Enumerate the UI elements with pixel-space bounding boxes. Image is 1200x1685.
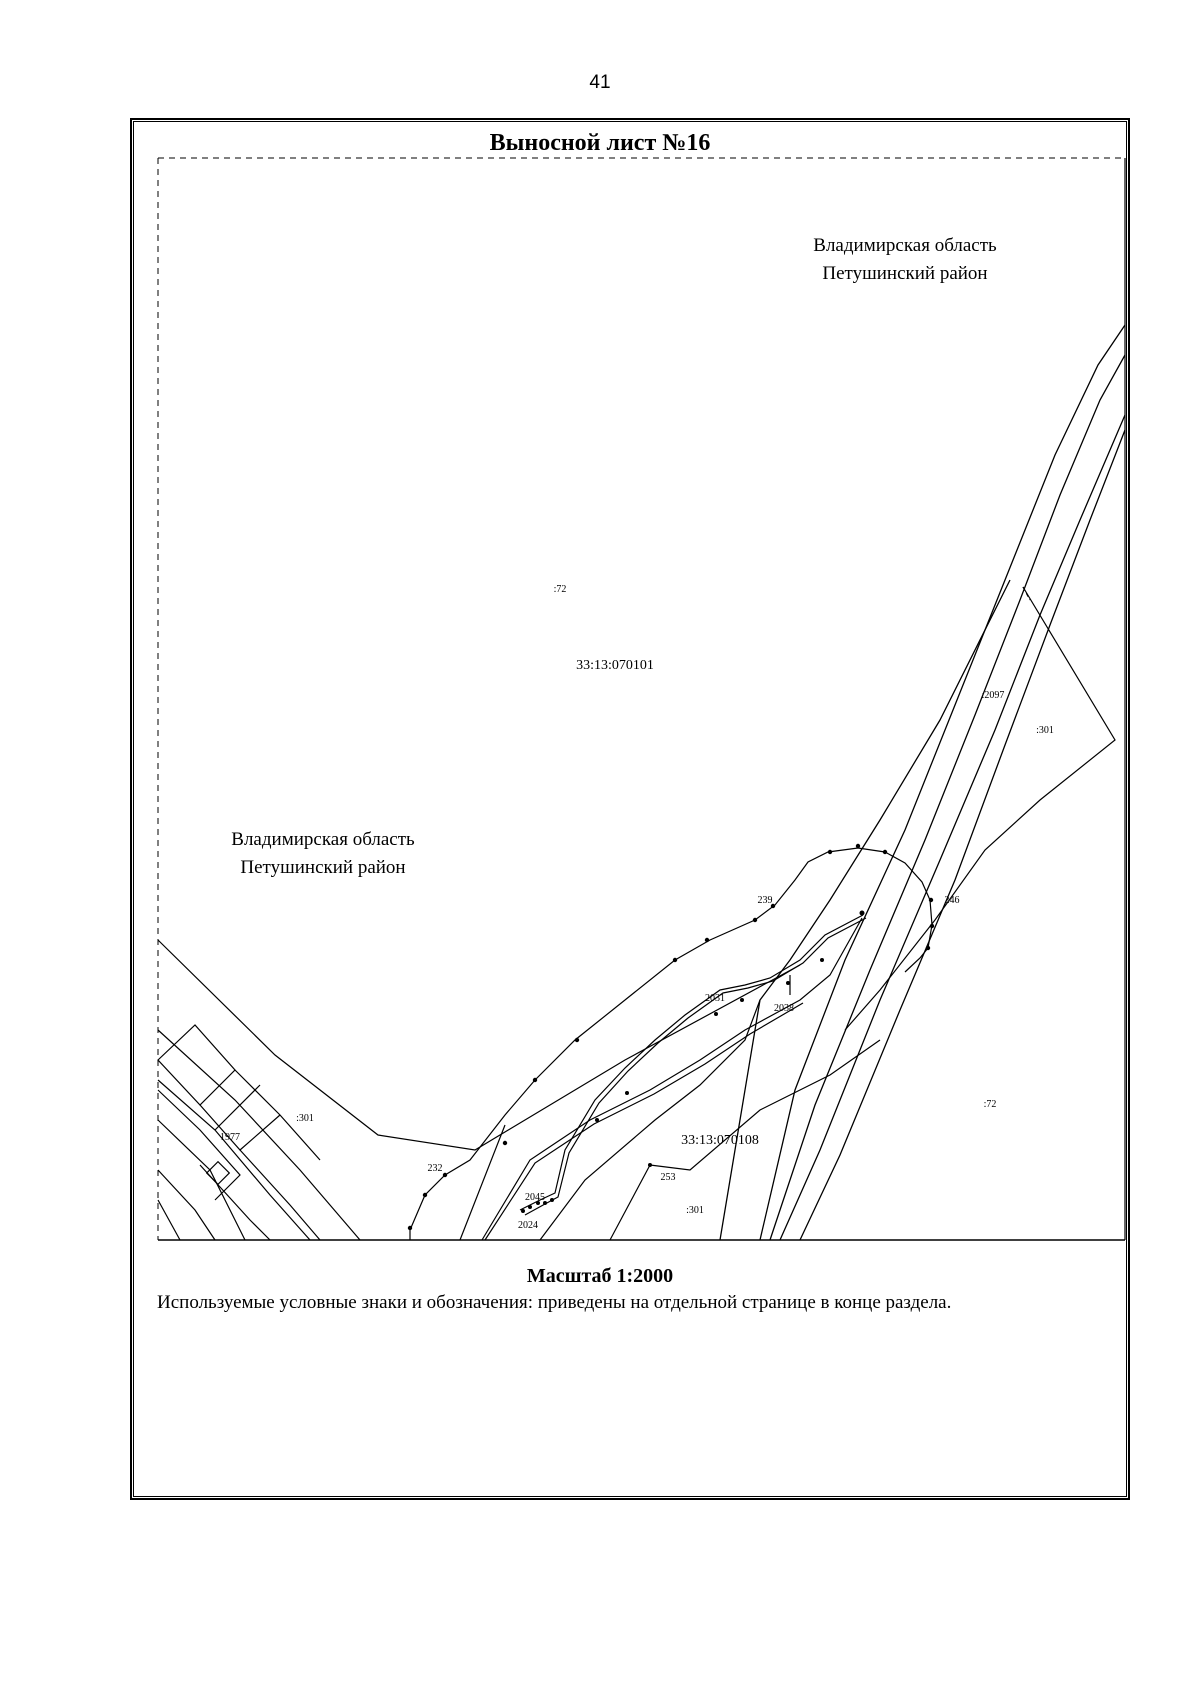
point-label: 2045 bbox=[525, 1192, 545, 1203]
point-label: 253 bbox=[660, 1172, 676, 1183]
page-number: 41 bbox=[589, 72, 611, 93]
point-label: 2038 bbox=[774, 1003, 794, 1014]
corridor-line bbox=[780, 415, 1125, 1240]
quarter-label-070108: 33:13:070108 bbox=[681, 1133, 759, 1148]
point-label: 2031 bbox=[705, 993, 725, 1004]
corridor-lines bbox=[720, 325, 1125, 1240]
legend-note: Используемые условные знаки и обозначения: приведены на отдельной странице в конце раздела. bbox=[157, 1292, 952, 1313]
region-top-right-line2: Петушинский район bbox=[822, 263, 988, 284]
parcel-label: :301 bbox=[1036, 725, 1054, 736]
point-label: 1977 bbox=[220, 1132, 240, 1143]
parcel-label: :2097 bbox=[981, 690, 1005, 701]
point-label: 232 bbox=[427, 1163, 443, 1174]
parcel-label: :301 bbox=[296, 1113, 314, 1124]
map-frame bbox=[158, 158, 1125, 1240]
corridor-line bbox=[770, 355, 1125, 1240]
corridor-line bbox=[800, 430, 1125, 1240]
corridor-line bbox=[757, 325, 1125, 1240]
parcel-label: :72 bbox=[553, 584, 567, 595]
sheet-title: Выносной лист №16 bbox=[489, 130, 711, 156]
parcel-label: :72 bbox=[983, 1099, 997, 1110]
point-label: 2024 bbox=[518, 1220, 538, 1231]
region-top-right-line1: Владимирская область bbox=[813, 235, 997, 256]
region-left-line1: Владимирская область bbox=[231, 829, 415, 850]
point-label: 239 bbox=[757, 895, 773, 906]
region-left-line2: Петушинский район bbox=[240, 857, 406, 878]
quarter-label-070101: 33:13:070101 bbox=[576, 658, 654, 673]
point-label: 246 bbox=[944, 895, 960, 906]
corridor-line bbox=[720, 580, 1010, 1240]
parcel-label: :301 bbox=[686, 1205, 704, 1216]
scale-label: Масштаб 1:2000 bbox=[526, 1265, 674, 1287]
parcel-301-right bbox=[845, 587, 1115, 1030]
